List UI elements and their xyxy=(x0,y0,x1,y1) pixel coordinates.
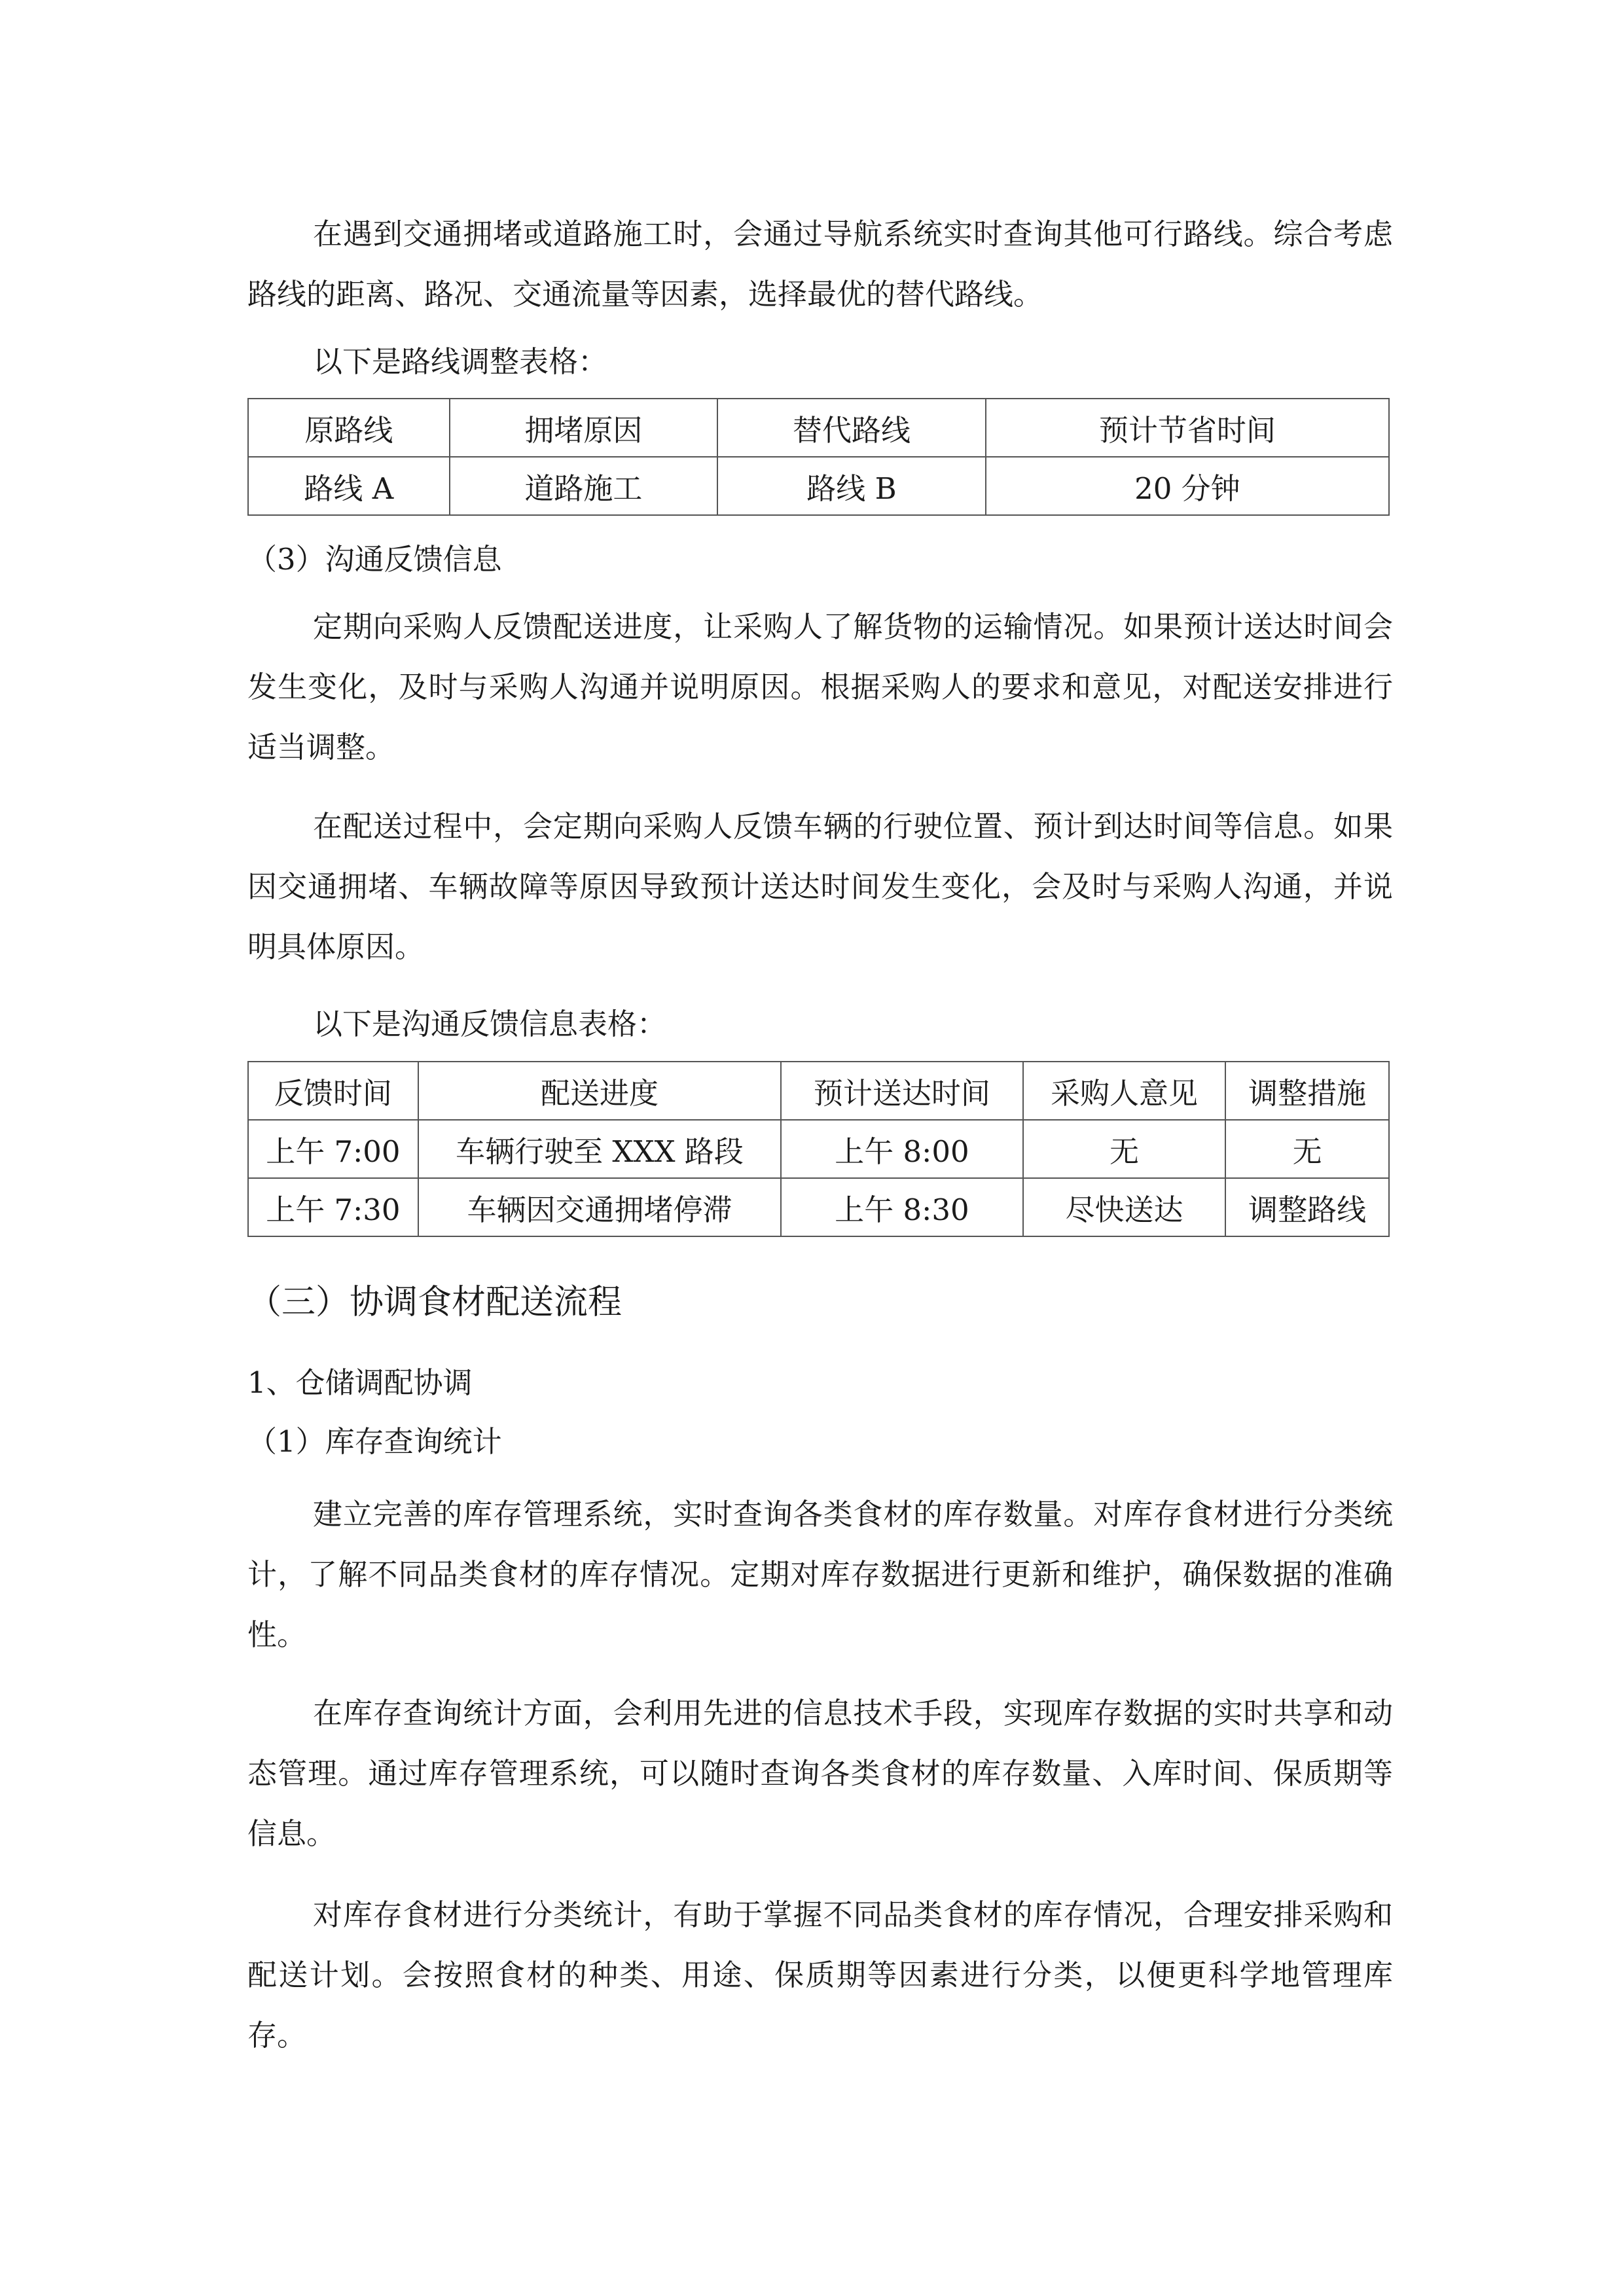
table-cell: 无 xyxy=(1225,1120,1389,1178)
table-row xyxy=(248,1178,1389,1236)
route-adjustment-table xyxy=(247,398,1390,516)
table-cell: 上午 7:30 xyxy=(248,1178,418,1236)
paragraph-vehicle-feedback: 在配送过程中，会定期向采购人反馈车辆的行驶位置、预计到达时间等信息。如果因交通拥堵、车辆故障等原因导致预计送达时间发生变化，会及时与采购人沟通，并说明具体原因。 xyxy=(247,809,1393,964)
table-header-cell: 配送进度 xyxy=(418,1062,781,1120)
inventory-heading: （1）库存查询统计 xyxy=(247,1424,502,1459)
table-cell: 路线 A xyxy=(248,457,450,515)
paragraph-inventory-classification: 对库存食材进行分类统计，有助于掌握不同品类食材的库存情况，合理安排采购和配送计划。会按照食材的种类、用途、保质期等因素进行分类，以便更科学地管理库存。 xyxy=(247,1897,1393,2053)
table-header-cell: 预计送达时间 xyxy=(781,1062,1023,1120)
table-header-row xyxy=(248,399,1389,457)
table-header-row xyxy=(248,1062,1389,1120)
table-cell: 调整路线 xyxy=(1225,1178,1389,1236)
table-cell: 上午 8:00 xyxy=(781,1120,1023,1178)
paragraph-inventory-sharing: 在库存查询统计方面，会利用先进的信息技术手段，实现库存数据的实时共享和动态管理。通过库存管理系统，可以随时查询各类食材的库存数量、入库时间、保质期等信息。 xyxy=(247,1696,1393,1851)
table-cell: 车辆行驶至 XXX 路段 xyxy=(418,1120,781,1178)
paragraph-progress-feedback: 定期向采购人反馈配送进度，让采购人了解货物的运输情况。如果预计送达时间会发生变化，及时与采购人沟通并说明原因。根据采购人的要求和意见，对配送安排进行适当调整。 xyxy=(247,609,1393,764)
route-table-intro: 以下是路线调整表格： xyxy=(313,344,608,379)
comm-table-intro: 以下是沟通反馈信息表格： xyxy=(313,1007,667,1041)
table-row xyxy=(248,457,1389,515)
communication-feedback-table xyxy=(247,1061,1390,1237)
table-cell: 尽快送达 xyxy=(1023,1178,1226,1236)
table-header-cell: 替代路线 xyxy=(717,399,986,457)
table-cell: 路线 B xyxy=(717,457,986,515)
table-header-cell: 调整措施 xyxy=(1225,1062,1389,1120)
paragraph-inventory-system: 建立完善的库存管理系统，实时查询各类食材的库存数量。对库存食材进行分类统计，了解不同品类食材的库存情况。定期对库存数据进行更新和维护，确保数据的准确性。 xyxy=(247,1497,1393,1652)
table-header-cell: 反馈时间 xyxy=(248,1062,418,1120)
table-cell: 上午 7:00 xyxy=(248,1120,418,1178)
table-row xyxy=(248,1120,1389,1178)
section-heading: （三）协调食材配送流程 xyxy=(247,1283,623,1322)
table-header-cell: 拥堵原因 xyxy=(450,399,718,457)
table-header-cell: 预计节省时间 xyxy=(986,399,1389,457)
paragraph-route-alternatives: 在遇到交通拥堵或道路施工时，会通过导航系统实时查询其他可行路线。综合考虑路线的距离、路况、交通流量等因素，选择最优的替代路线。 xyxy=(247,217,1393,312)
communication-heading: （3）沟通反馈信息 xyxy=(247,542,502,577)
table-cell: 无 xyxy=(1023,1120,1226,1178)
sub-heading-warehouse: 1、仓储调配协调 xyxy=(247,1365,473,1400)
table-cell: 车辆因交通拥堵停滞 xyxy=(418,1178,781,1236)
table-cell: 道路施工 xyxy=(450,457,718,515)
table-cell: 20 分钟 xyxy=(986,457,1389,515)
table-cell: 上午 8:30 xyxy=(781,1178,1023,1236)
table-header-cell: 原路线 xyxy=(248,399,450,457)
table-header-cell: 采购人意见 xyxy=(1023,1062,1226,1120)
